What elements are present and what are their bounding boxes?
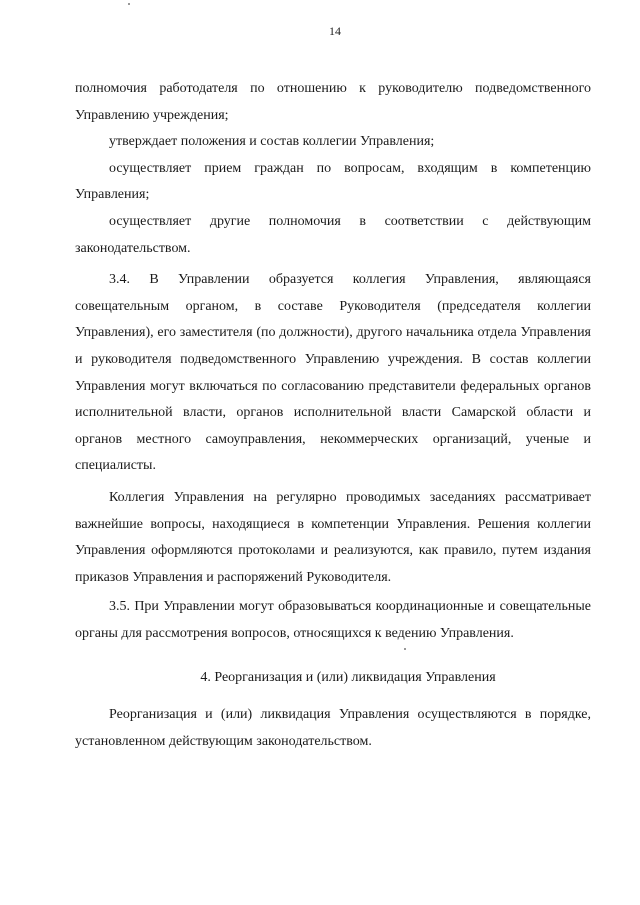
paragraph-collegium-approval: утверждает положения и состав коллегии Управления; (109, 134, 435, 150)
paragraph-reorganization: Реорганизация и (или) ликвидация Управления осуществляются в порядке, установленном действующим законодательством. (75, 707, 591, 749)
paragraph-employer-powers: полномочия работодателя по отношению к руководителю подведомственного Управлению учреждения; (75, 81, 591, 123)
paragraph-citizen-reception: осуществляет прием граждан по вопросам, входящим в компетенцию Управления; (75, 160, 591, 203)
paragraph-other-powers: осуществляет другие полномочия в соответствии с действующим законодательством. (75, 213, 591, 256)
page-number: 14 (329, 24, 341, 38)
document-body (75, 76, 591, 755)
paragraph-3-5: 3.5. При Управлении могут образовываться координационные и совещательные органы для рассмотрения вопросов, относящихся к ведению Управления. (75, 599, 591, 641)
paragraph-collegium-meetings: Коллегия Управления на регулярно проводимых заседаниях рассматривает важнейшие вопросы, находящиеся в компетенции Управления. Решения коллегии Управления оформляются протоколами и реализуются, как правило, путем издания приказов Управления и распоряжений Руководителя. (75, 489, 591, 585)
section-heading-4: 4. Реорганизация и (или) ликвидация Управления (200, 670, 496, 686)
paragraph-3-4: 3.4. В Управлении образуется коллегия Управления, являющаяся совещательным органом, в составе Руководителя (председателя коллегии Управления), его заместителя (по должности), другого начальника отдела Управления и руководителя подведомственного Управлению учреждения. В состав коллегии Управления могут включаться по согласованию представители федеральных органов исполнительной власти, органов исполнительной власти Самарской области и органов местного самоуправления, некоммерческих организаций, ученые и специалисты. (75, 272, 591, 474)
scan-speck (128, 3, 130, 5)
